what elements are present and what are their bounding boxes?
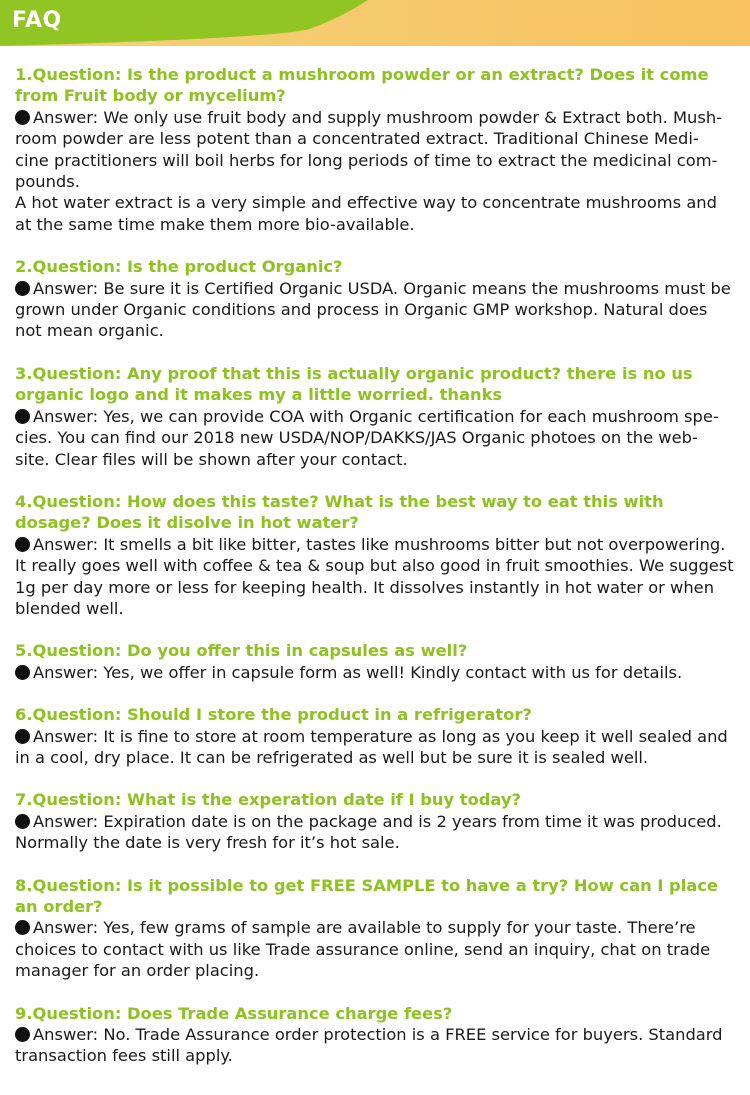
faq-question: 9.Question: Does Trade Assurance charge fees? <box>15 1003 453 1023</box>
faq-question: 1.Question: Is the product a mushroom powder or an extract? Does it come from Fruit body or mycelium? <box>15 65 709 106</box>
faq-item <box>15 789 737 853</box>
faq-answer: Answer: Expiration date is on the package and is 2 years from time it was produced. Normally the date is very fresh for it’s hot sale. <box>15 811 722 853</box>
faq-answer: Answer: Yes, few grams of sample are available to supply for your taste. There’re choices to contact with us like Trade assurance online, send an inquiry, chat on trade manager for an order placing. <box>15 918 711 981</box>
faq-item <box>15 491 737 619</box>
faq-answer-row <box>15 534 737 620</box>
page-title: FAQ <box>12 8 62 33</box>
faq-item <box>15 64 737 235</box>
faq-question: 6.Question: Should I store the product in a refrigerator? <box>15 705 532 725</box>
faq-answer: Answer: It smells a bit like bitter, tastes like mushrooms bitter but not overpowering. It really goes well with coffee & tea & soup but also good in fruit smoothies. We suggest 1g per day more or less for keeping health. It dissolves instantly in hot water or when blended well. <box>15 534 734 618</box>
faq-item <box>15 1003 737 1067</box>
faq-answer-row <box>15 726 737 769</box>
bullet-icon <box>15 281 30 296</box>
faq-answer-row <box>15 278 737 342</box>
bullet-icon <box>15 814 30 829</box>
faq-question: 2.Question: Is the product Organic? <box>15 257 343 277</box>
faq-question: 3.Question: Any proof that this is actually organic product? there is no us organic logo and it makes my a little worried. thanks <box>15 363 693 405</box>
faq-answer: Answer: Yes, we offer in capsule form as well! Kindly contact with us for details. <box>33 662 683 682</box>
bullet-icon <box>15 537 30 552</box>
bullet-icon <box>15 409 30 424</box>
header-banner-shape <box>0 0 750 46</box>
faq-header-banner <box>0 0 750 46</box>
faq-item <box>15 704 737 768</box>
bullet-icon <box>15 665 30 680</box>
faq-list <box>15 64 737 1088</box>
faq-answer: Answer: Yes, we can provide COA with Organic certification for each mushroom spe- cies. You can find our 2018 new USDA/NOP/DAKKS/JAS Organic photoes on the web- site. Clear files will be shown after your contact. <box>15 406 719 469</box>
faq-item <box>15 363 737 470</box>
faq-answer: Answer: It is fine to store at room temperature as long as you keep it well sealed and in a cool, dry place. It can be refrigerated as well but be sure it is sealed well. <box>15 726 728 767</box>
bullet-icon <box>15 110 30 125</box>
faq-item <box>15 640 737 683</box>
faq-question: 7.Question: What is the experation date if I buy today? <box>15 790 521 810</box>
faq-answer: Answer: We only use fruit body and supply mushroom powder & Extract both. Mush- room powder are less potent than a concentrated extract. Traditional Chinese Medi- cine practitioners will boil herbs for long periods of time to extract the medicinal com- pounds. A hot water extract is a very simple and effective way to concentrate mushrooms and at the same time make them more bio-available. <box>15 107 723 234</box>
faq-answer-row <box>15 917 737 981</box>
faq-item <box>15 875 737 982</box>
faq-answer-row <box>15 1024 737 1067</box>
bullet-icon <box>15 729 30 744</box>
bullet-icon <box>15 920 30 935</box>
faq-answer-row <box>15 662 737 683</box>
faq-answer: Answer: Be sure it is Certified Organic USDA. Organic means the mushrooms must be grown under Organic conditions and process in Organic GMP workshop. Natural does not mean organic. <box>15 278 731 341</box>
bullet-icon <box>15 1027 30 1042</box>
faq-question: 4.Question: How does this taste? What is the best way to eat this with dosage? Does it disolve in hot water? <box>15 491 664 533</box>
faq-answer-row <box>15 811 737 854</box>
faq-answer: Answer: No. Trade Assurance order protection is a FREE service for buyers. Standard transaction fees still apply. <box>15 1025 723 1066</box>
faq-answer-row <box>15 406 737 470</box>
faq-question: 8.Question: Is it possible to get FREE SAMPLE to have a try? How can I place an order? <box>15 875 718 916</box>
faq-item <box>15 256 737 342</box>
faq-question: 5.Question: Do you offer this in capsules as well? <box>15 641 468 661</box>
faq-answer-row <box>15 107 737 235</box>
